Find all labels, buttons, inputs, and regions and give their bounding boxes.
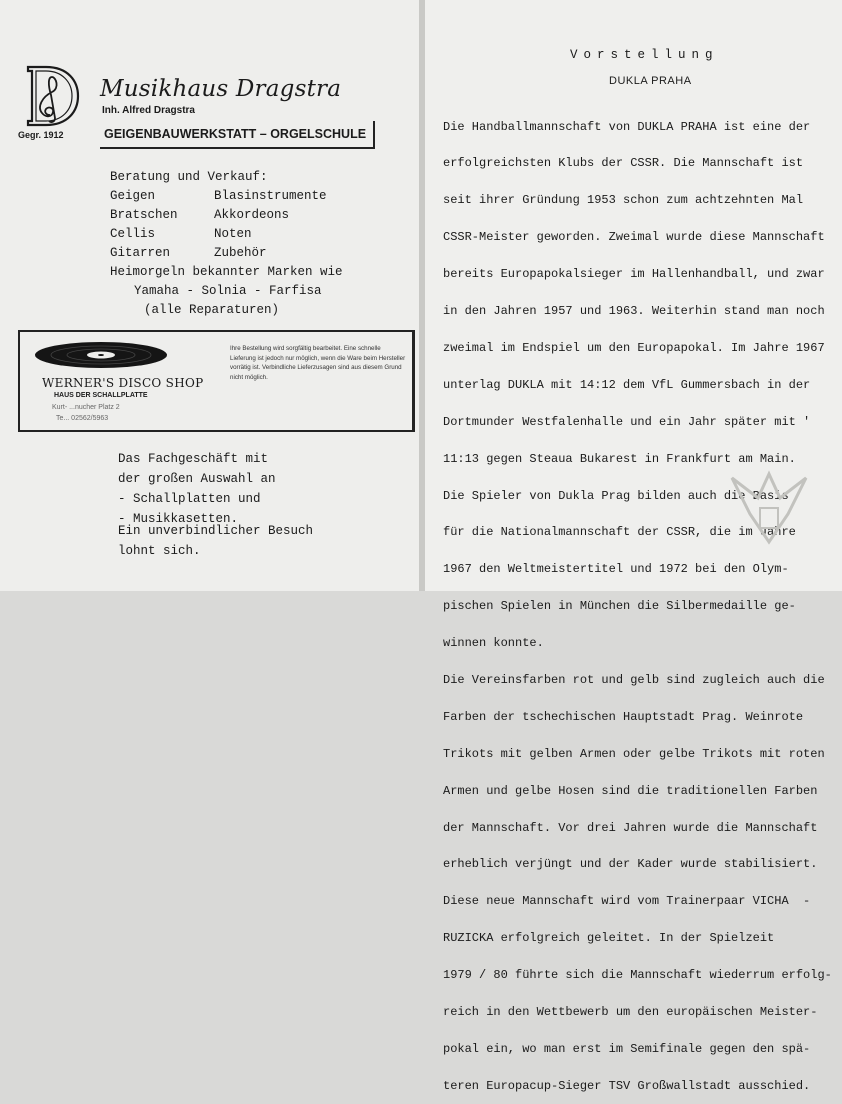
body-line: erfolgreichsten Klubs der CSSR. Die Mannschaft ist bbox=[443, 156, 804, 171]
owner-name: Inh. Alfred Dragstra bbox=[102, 105, 195, 116]
body-line: Armen und gelbe Hosen sind die traditionellen Farben bbox=[443, 783, 818, 798]
brands-line: (alle Reparaturen) bbox=[144, 303, 280, 317]
product-row bbox=[110, 225, 327, 244]
brands-line: Yamaha - Solnia - Farfisa bbox=[134, 284, 322, 298]
body-line: pokal ein, wo man erst im Semifinale gegen den spä- bbox=[443, 1041, 811, 1056]
disco-shop-phone: Te... 02562/5963 bbox=[56, 415, 109, 422]
body-line: unterlag DUKLA mit 14:12 dem VfL Gummersbach in der bbox=[443, 377, 811, 392]
body-line: der Mannschaft. Vor drei Jahren wurde die Mannschaft bbox=[443, 820, 818, 835]
page-gutter bbox=[419, 0, 425, 591]
order-note: Ihre Bestellung wird sorgfältig bearbeitet. Eine schnelle Lieferung ist jedoch nur möglich, wenn die Ware beim Hersteller vorrätig ist. Verbindliche Lieferzusagen sind aus diesem Grund nicht möglich. bbox=[230, 345, 406, 381]
visit-line: Ein unverbindlicher Besuch bbox=[118, 524, 314, 538]
body-line: Dortmunder Westfalenhalle und ein Jahr später mit ' bbox=[443, 414, 811, 429]
body-line: Diese neue Mannschaft wird vom Trainerpaar VICHA - bbox=[443, 894, 811, 909]
organ-brands bbox=[110, 263, 343, 320]
shop-title: Musikhaus Dragstra bbox=[100, 76, 342, 102]
product-item: Geigen bbox=[110, 189, 156, 203]
body-line: reich in den Wettbewerb um den europäischen Meister- bbox=[443, 1004, 818, 1019]
store-line: - Schallplatten und bbox=[118, 492, 261, 506]
store-line: - Musikkasetten. bbox=[118, 512, 239, 526]
treble-clef-icon bbox=[22, 65, 80, 127]
disco-shop-address: Kurt- ...nucher Platz 2 bbox=[52, 404, 120, 411]
product-row bbox=[110, 206, 327, 225]
product-item: Gitarren bbox=[110, 246, 171, 260]
brands-line: Heimorgeln bekannter Marken wie bbox=[110, 265, 343, 279]
product-item: Blasinstrumente bbox=[214, 189, 327, 203]
body-line: bereits Europapokalsieger im Hallenhandball, und zwar bbox=[443, 267, 825, 282]
disco-shop-ad bbox=[18, 330, 415, 432]
store-line: Das Fachgeschäft mit bbox=[118, 452, 269, 466]
workshop-banner: GEIGENBAUWERKSTATT – ORGELSCHULE bbox=[100, 121, 375, 149]
body-line: Trikots mit gelben Armen oder gelbe Trikots mit roten bbox=[443, 746, 825, 761]
body-line: 1979 / 80 führte sich die Mannschaft wiederrum erfolg- bbox=[443, 968, 832, 983]
vinyl-record-icon bbox=[32, 340, 170, 370]
body-line: 1967 den Weltmeistertitel und 1972 bei den Olym- bbox=[443, 562, 789, 577]
body-line: für die Nationalmannschaft der CSSR, die im Jahre bbox=[443, 525, 796, 540]
store-text bbox=[118, 449, 276, 529]
disco-shop-name: WERNER'S DISCO SHOP bbox=[42, 376, 204, 390]
product-list bbox=[110, 187, 327, 263]
body-line: in den Jahren 1957 und 1963. Weiterhin stand man noch bbox=[443, 304, 825, 319]
consult-heading: Beratung und Verkauf: bbox=[110, 170, 268, 184]
product-row bbox=[110, 187, 327, 206]
article-body bbox=[443, 96, 842, 1104]
body-line: erheblich verjüngt und der Kader wurde stabilisiert. bbox=[443, 857, 818, 872]
body-line: winnen konnte. bbox=[443, 636, 544, 651]
product-item: Noten bbox=[214, 227, 252, 241]
dragstra-logo bbox=[22, 65, 80, 127]
body-line: zweimal im Endspiel um den Europapokal. Im Jahre 1967 bbox=[443, 340, 825, 355]
body-line: Die Handballmannschaft von DUKLA PRAHA ist eine der bbox=[443, 119, 811, 134]
founded-year: Gegr. 1912 bbox=[18, 130, 64, 140]
store-line: der großen Auswahl an bbox=[118, 472, 276, 486]
product-item: Zubehör bbox=[214, 246, 267, 260]
body-line: 11:13 gegen Steaua Bukarest in Frankfurt am Main. bbox=[443, 451, 796, 466]
body-line: seit ihrer Gründung 1953 schon zum achtzehnten Mal bbox=[443, 193, 804, 208]
visit-text bbox=[118, 521, 313, 561]
bleed-through-emblem-icon bbox=[728, 468, 810, 546]
product-item: Bratschen bbox=[110, 208, 178, 222]
body-line: Die Spieler von Dukla Prag bilden auch die Basis bbox=[443, 488, 789, 503]
page-heading: Vorstellung bbox=[570, 48, 719, 62]
body-line: Farben der tschechischen Hauptstadt Prag. Weinrote bbox=[443, 709, 804, 724]
body-line: pischen Spielen in München die Silbermedaille ge- bbox=[443, 599, 796, 614]
body-line: CSSR-Meister geworden. Zweimal wurde diese Mannschaft bbox=[443, 230, 825, 245]
product-item: Akkordeons bbox=[214, 208, 290, 222]
team-name: DUKLA PRAHA bbox=[609, 75, 692, 87]
body-line: RUZICKA erfolgreich geleitet. In der Spielzeit bbox=[443, 931, 775, 946]
disco-shop-subtitle: HAUS DER SCHALLPLATTE bbox=[54, 392, 148, 399]
product-row bbox=[110, 244, 327, 263]
visit-line: lohnt sich. bbox=[118, 544, 201, 558]
body-line: Die Vereinsfarben rot und gelb sind zugleich auch die bbox=[443, 672, 825, 687]
body-line: teren Europacup-Sieger TSV Großwallstadt ausschied. bbox=[443, 1078, 811, 1093]
product-item: Cellis bbox=[110, 227, 156, 241]
